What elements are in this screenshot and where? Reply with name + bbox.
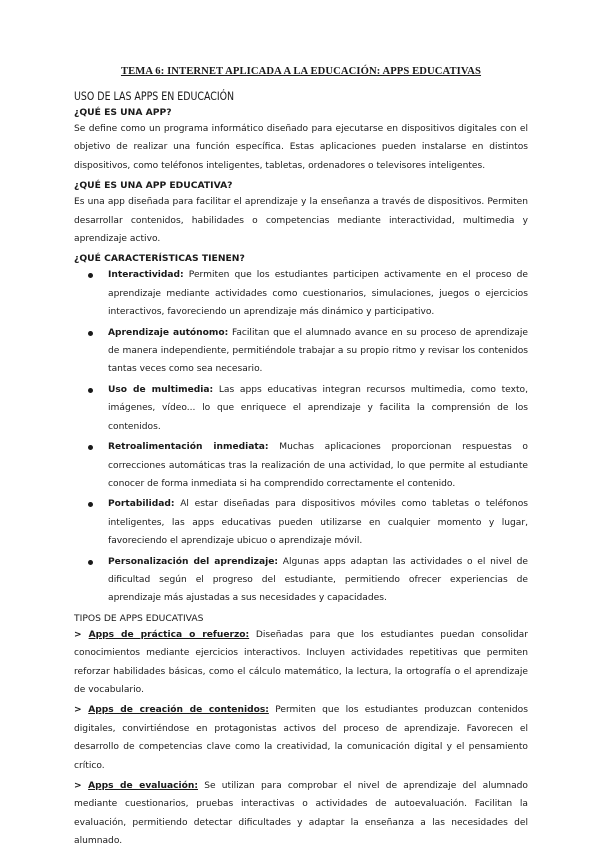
list-item [108, 381, 528, 436]
section-features [74, 253, 528, 607]
bullet-icon [88, 273, 93, 278]
features-list [74, 266, 528, 607]
bullet-icon [88, 445, 93, 450]
arrow-marker: > [74, 781, 89, 791]
section-heading: ¿QUÉ CARACTERÍSTICAS TIENEN? [74, 253, 245, 265]
feature-term: Interactividad: [108, 270, 184, 281]
type-text: Permiten que los estudiantes produzcan contenidos digitales, convirtiéndose en protagonistas activos del proceso de aprendizaje. Favorecen el desarrollo de competencias clave como la creatividad, la comunicación digital y el pensamiento crítico. [74, 705, 528, 771]
type-item [74, 701, 528, 775]
list-item [108, 438, 528, 493]
arrow-marker: > [74, 629, 89, 640]
section-heading: ¿QUÉ ES UNA APP EDUCATIVA? [74, 180, 233, 192]
section-paragraph: Se define como un programa informático diseñado para ejecutarse en dispositivos digitales con el objetivo de realizar una función específica. Estas aplicaciones pueden instalarse en distintos dispositivos, como teléfonos inteligentes, tabletas, ordenadores o televisores inteligentes. [74, 124, 528, 171]
list-item [108, 324, 528, 379]
type-term: Apps de evaluación: [88, 781, 199, 791]
list-item [108, 266, 528, 321]
bullet-icon [88, 331, 93, 336]
feature-text: Al estar diseñadas para dispositivos móviles como tabletas o teléfonos inteligentes, las apps educativas pueden utilizarse en cualquier momento y lugar, favoreciendo el aprendizaje ubicuo o aprendizaje móvil. [108, 499, 528, 547]
feature-term: Portabilidad: [108, 499, 175, 510]
feature-text: Las apps educativas integran recursos multimedia, como texto, imágenes, vídeo... lo que enriquece el aprendizaje y facilita la comprensión de los contenidos. [108, 384, 528, 432]
list-item [108, 495, 528, 550]
section-subtitle: USO DE LAS APPS EN EDUCACIÓN [74, 89, 235, 103]
type-item [74, 777, 528, 851]
feature-term: Retroalimentación inmediata: [108, 442, 269, 453]
feature-term: Personalización del aprendizaje: [108, 556, 279, 567]
arrow-marker: > [74, 705, 89, 716]
type-text: Diseñadas para que los estudiantes puedan consolidar conocimientos mediante ejercicios interactivos. Incluyen actividades repetitivas que permiten reforzar habilidades básicas, como el cálculo matemático, la lectura, la ortografía o el aprendizaje de vocabulario. [74, 629, 528, 695]
bullet-icon [88, 388, 93, 393]
type-text: Se utilizan para comprobar el nivel de aprendizaje del alumnado mediante cuestionarios, pruebas interactivas o actividades de autoevaluación. Facilitan la evaluación, permitiendo detectar dificultades y adaptar la enseñanza a las necesidades del alumnado. [74, 781, 528, 847]
section-what-is-app [74, 107, 528, 175]
type-item [74, 626, 528, 700]
list-item [108, 553, 528, 608]
type-term: Apps de práctica o refuerzo: [88, 629, 250, 640]
feature-term: Aprendizaje autónomo: [108, 327, 229, 338]
feature-term: Uso de multimedia: [108, 384, 214, 395]
feature-text: Facilitan que el alumnado avance en su proceso de aprendizaje de manera independiente, permitiéndole trabajar a su propio ritmo y revisar los contenidos tantas veces como sea necesario. [108, 327, 528, 375]
section-heading: ¿QUÉ ES UNA APP? [74, 107, 172, 118]
type-term: Apps de creación de contenidos: [88, 705, 269, 716]
section-heading: TIPOS DE APPS EDUCATIVAS [74, 612, 204, 624]
bullet-icon [88, 502, 93, 507]
feature-text: Permiten que los estudiantes participen activamente en el proceso de aprendizaje mediante actividades como cuestionarios, simulaciones, juegos o ejercicios interactivos, favoreciendo un aprendizaje más dinámico y participativo. [108, 270, 528, 318]
section-paragraph: Es una app diseñada para facilitar el aprendizaje y la enseñanza a través de dispositivos. Permiten desarrollar contenidos, habilidades o competencias mediante interactividad, multimedia y aprendizaje activo. [74, 197, 528, 245]
bullet-icon [88, 560, 93, 565]
section-what-is-educational-app [74, 180, 528, 248]
feature-text: Muchas aplicaciones proporcionan respuestas o correcciones automáticas tras la realización de una actividad, lo que permite al estudiante conocer de forma inmediata si ha comprendido correctamente el contenido. [108, 442, 528, 489]
document-title: TEMA 6: INTERNET APLICADA A LA EDUCACIÓN: APPS EDUCATIVAS [120, 66, 482, 77]
section-types [74, 613, 528, 851]
feature-text: Algunas apps adaptan las actividades o el nivel de dificultad según el progreso del estudiante, permitiendo ofrecer experiencias de aprendizaje más ajustadas a sus necesidades y capacidades. [108, 556, 528, 604]
